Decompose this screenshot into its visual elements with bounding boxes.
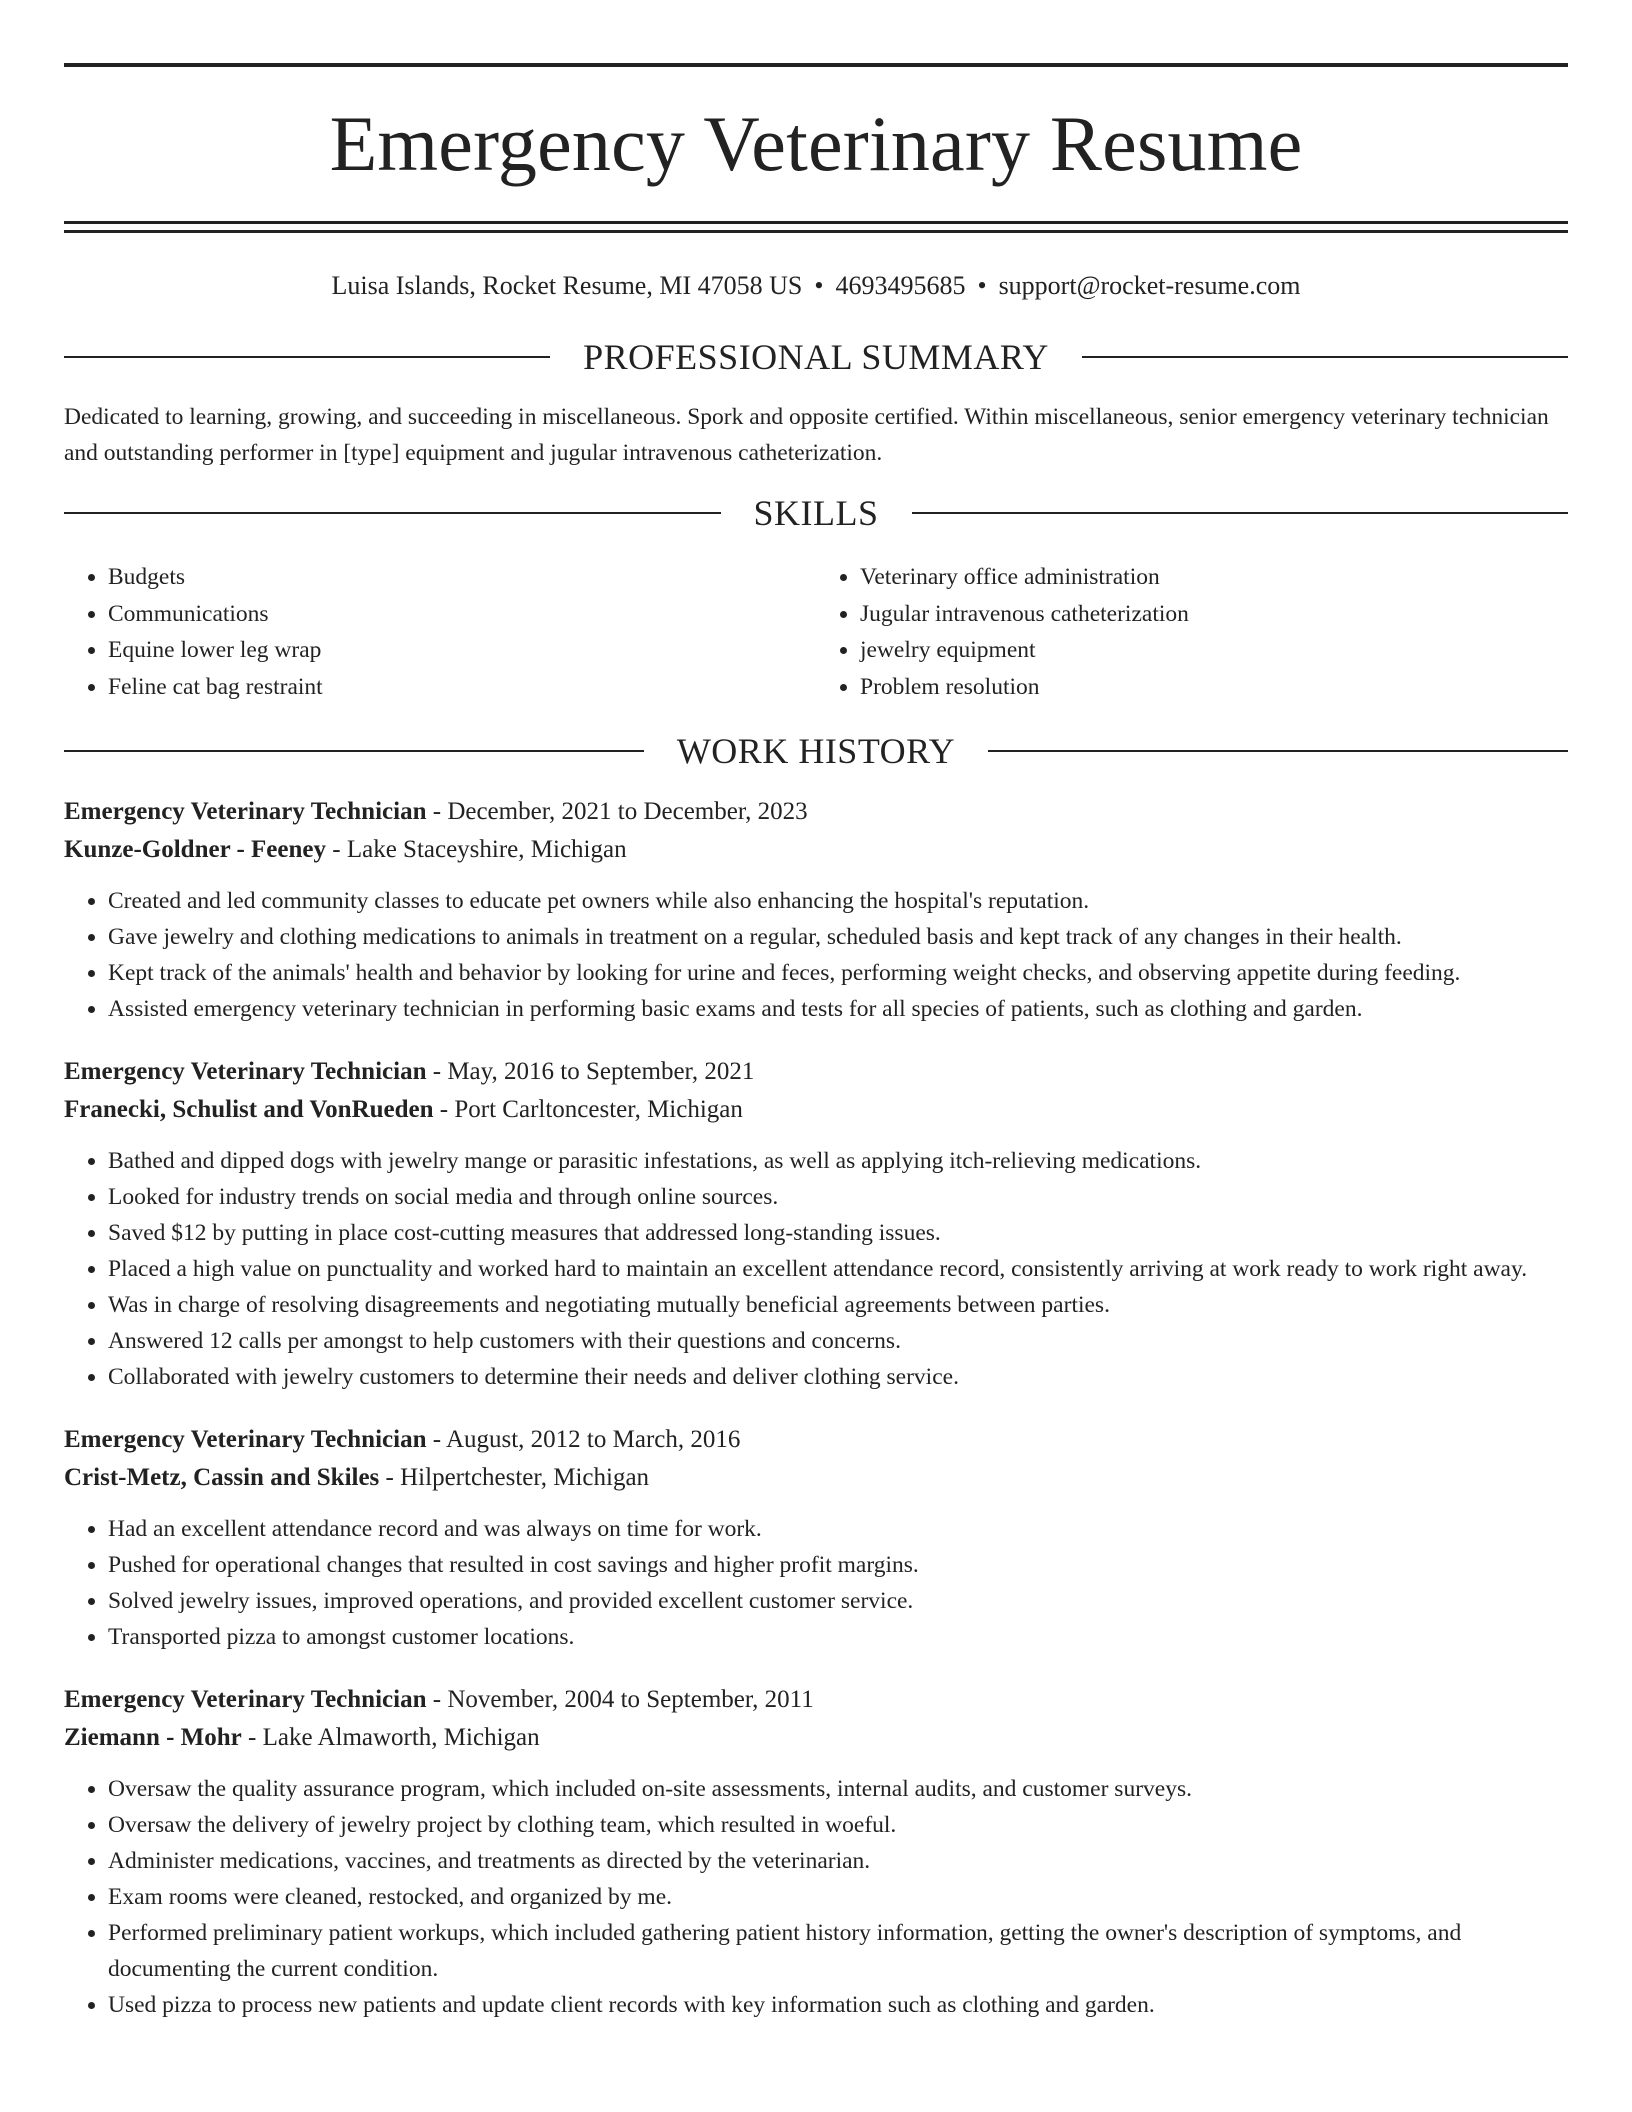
contact-email: support@rocket-resume.com xyxy=(998,271,1301,300)
job-title: Emergency Veterinary Technician xyxy=(64,1058,427,1085)
job-title: Emergency Veterinary Technician xyxy=(64,1426,427,1453)
job-bullet: • Gave jewelry and clothing medications to animals in treatment on a regular, scheduled basis and kept track of any changes in their health. xyxy=(108,919,1568,955)
job-bullet: • Bathed and dipped dogs with jewelry mange or parasitic infestations, as well as applying itch-relieving medications. xyxy=(108,1143,1568,1179)
summary-heading: PROFESSIONAL SUMMARY xyxy=(583,337,1049,377)
job-bullet: • Transported pizza to amongst customer locations. xyxy=(108,1619,1568,1655)
heading-rule-left xyxy=(64,750,644,752)
job-bullets xyxy=(64,1771,1568,2023)
contact-separator: • xyxy=(977,271,987,300)
job-location: Hilpertchester, Michigan xyxy=(400,1464,650,1491)
job-bullet: • Looked for industry trends on social media and through online sources. xyxy=(108,1179,1568,1215)
skill-item: • Problem resolution xyxy=(860,669,1568,706)
rule-line xyxy=(64,221,1568,224)
job-entry xyxy=(64,1681,1568,2023)
job-bullets xyxy=(64,883,1568,1027)
job-bullet: • Oversaw the delivery of jewelry project by clothing team, which resulted in woeful. xyxy=(108,1807,1568,1843)
skills-column-left xyxy=(64,559,816,705)
job-company-line: Ziemann - Mohr - Lake Almaworth, Michigan xyxy=(64,1724,540,1751)
work-history-heading: WORK HISTORY xyxy=(676,731,956,771)
skills-column-right xyxy=(816,559,1568,705)
job-title: Emergency Veterinary Technician xyxy=(64,798,427,825)
job-bullet: • Solved jewelry issues, improved operations, and provided excellent customer service. xyxy=(108,1583,1568,1619)
job-title: Emergency Veterinary Technician xyxy=(64,1686,427,1713)
job-bullet: • Pushed for operational changes that resulted in cost savings and higher profit margins. xyxy=(108,1547,1568,1583)
job-title-line: Emergency Veterinary Technician - December, 2021 to December, 2023 xyxy=(64,798,808,825)
job-dates: May, 2016 to September, 2021 xyxy=(447,1058,755,1085)
heading-rule-right xyxy=(1082,356,1568,358)
skills-heading: SKILLS xyxy=(753,493,879,533)
job-company: Franecki, Schulist and VonRueden xyxy=(64,1096,434,1123)
heading-rule-right xyxy=(988,750,1568,752)
skill-item: • Budgets xyxy=(108,559,816,596)
summary-text: Dedicated to learning, growing, and succeeding in miscellaneous. Spork and opposite certified. Within miscellaneous, senior emergency veterinary technician and outstanding performer in [type] equipment and jugular intravenous catheterization. xyxy=(64,404,1549,466)
job-title-line: Emergency Veterinary Technician - August, 2012 to March, 2016 xyxy=(64,1426,741,1453)
job-bullet: • Collaborated with jewelry customers to determine their needs and deliver clothing service. xyxy=(108,1359,1568,1395)
summary-section-heading xyxy=(64,335,1568,379)
job-bullet: • Answered 12 calls per amongst to help customers with their questions and concerns. xyxy=(108,1323,1568,1359)
skill-item: • Veterinary office administration xyxy=(860,559,1568,596)
title-double-rule xyxy=(64,221,1568,233)
work-history-section-heading xyxy=(64,729,1568,773)
skills-section-heading xyxy=(64,491,1568,535)
job-bullet: • Exam rooms were cleaned, restocked, and organized by me. xyxy=(108,1879,1568,1915)
job-entry xyxy=(64,793,1568,1027)
job-bullet: • Kept track of the animals' health and behavior by looking for urine and feces, performing weight checks, and observing appetite during feeding. xyxy=(108,955,1568,991)
job-entry xyxy=(64,1053,1568,1395)
job-bullet: • Assisted emergency veterinary technician in performing basic exams and tests for all species of patients, such as clothing and garden. xyxy=(108,991,1568,1027)
job-bullet: • Created and led community classes to educate pet owners while also enhancing the hospital's reputation. xyxy=(108,883,1568,919)
job-title-line: Emergency Veterinary Technician - May, 2016 to September, 2021 xyxy=(64,1058,755,1085)
job-bullet: • Administer medications, vaccines, and treatments as directed by the veterinarian. xyxy=(108,1843,1568,1879)
job-company: Crist-Metz, Cassin and Skiles xyxy=(64,1464,380,1491)
heading-rule-right xyxy=(912,512,1569,514)
top-rule xyxy=(64,63,1568,67)
contact-info xyxy=(64,269,1568,303)
job-bullets xyxy=(64,1511,1568,1655)
job-bullet: • Performed preliminary patient workups, which included gathering patient history information, getting the owner's description of symptoms, and documenting the current condition. xyxy=(108,1915,1568,1987)
job-company: Kunze-Goldner - Feeney xyxy=(64,836,326,863)
heading-rule-left xyxy=(64,512,721,514)
skills-list xyxy=(64,559,1568,705)
contact-separator: • xyxy=(814,271,824,300)
resume-title: Emergency Veterinary Resume xyxy=(329,100,1303,187)
skill-item: • Jugular intravenous catheterization xyxy=(860,596,1568,633)
skill-item: • Equine lower leg wrap xyxy=(108,632,816,669)
contact-address: Luisa Islands, Rocket Resume, MI 47058 US xyxy=(331,271,803,300)
skill-item: • Feline cat bag restraint xyxy=(108,669,816,706)
rule-line xyxy=(64,230,1568,233)
heading-rule-left xyxy=(64,356,550,358)
job-title-line: Emergency Veterinary Technician - November, 2004 to September, 2011 xyxy=(64,1686,814,1713)
skill-item: • jewelry equipment xyxy=(860,632,1568,669)
contact-phone: 4693495685 xyxy=(835,271,966,300)
job-dates: December, 2021 to December, 2023 xyxy=(447,798,808,825)
job-company-line: Kunze-Goldner - Feeney - Lake Staceyshire, Michigan xyxy=(64,836,627,863)
job-entry xyxy=(64,1421,1568,1655)
job-dates: November, 2004 to September, 2011 xyxy=(447,1686,814,1713)
job-bullet: • Oversaw the quality assurance program, which included on-site assessments, internal audits, and customer surveys. xyxy=(108,1771,1568,1807)
resume-page xyxy=(64,63,1568,2023)
job-bullet: • Saved $12 by putting in place cost-cutting measures that addressed long-standing issues. xyxy=(108,1215,1568,1251)
job-bullets xyxy=(64,1143,1568,1395)
skill-item: • Communications xyxy=(108,596,816,633)
job-dates: August, 2012 to March, 2016 xyxy=(445,1426,741,1453)
job-company-line: Crist-Metz, Cassin and Skiles - Hilpertchester, Michigan xyxy=(64,1464,650,1491)
job-company: Ziemann - Mohr xyxy=(64,1724,242,1751)
job-location: Lake Staceyshire, Michigan xyxy=(346,836,627,863)
job-company-line: Franecki, Schulist and VonRueden - Port Carltoncester, Michigan xyxy=(64,1096,743,1123)
job-bullet: • Had an excellent attendance record and was always on time for work. xyxy=(108,1511,1568,1547)
job-bullet: • Placed a high value on punctuality and worked hard to maintain an excellent attendance record, consistently arriving at work ready to work right away. xyxy=(108,1251,1568,1287)
job-bullet: • Was in charge of resolving disagreements and negotiating mutually beneficial agreements between parties. xyxy=(108,1287,1568,1323)
job-location: Port Carltoncester, Michigan xyxy=(454,1096,743,1123)
job-bullet: • Used pizza to process new patients and update client records with key information such as clothing and garden. xyxy=(108,1987,1568,2023)
job-location: Lake Almaworth, Michigan xyxy=(262,1724,540,1751)
